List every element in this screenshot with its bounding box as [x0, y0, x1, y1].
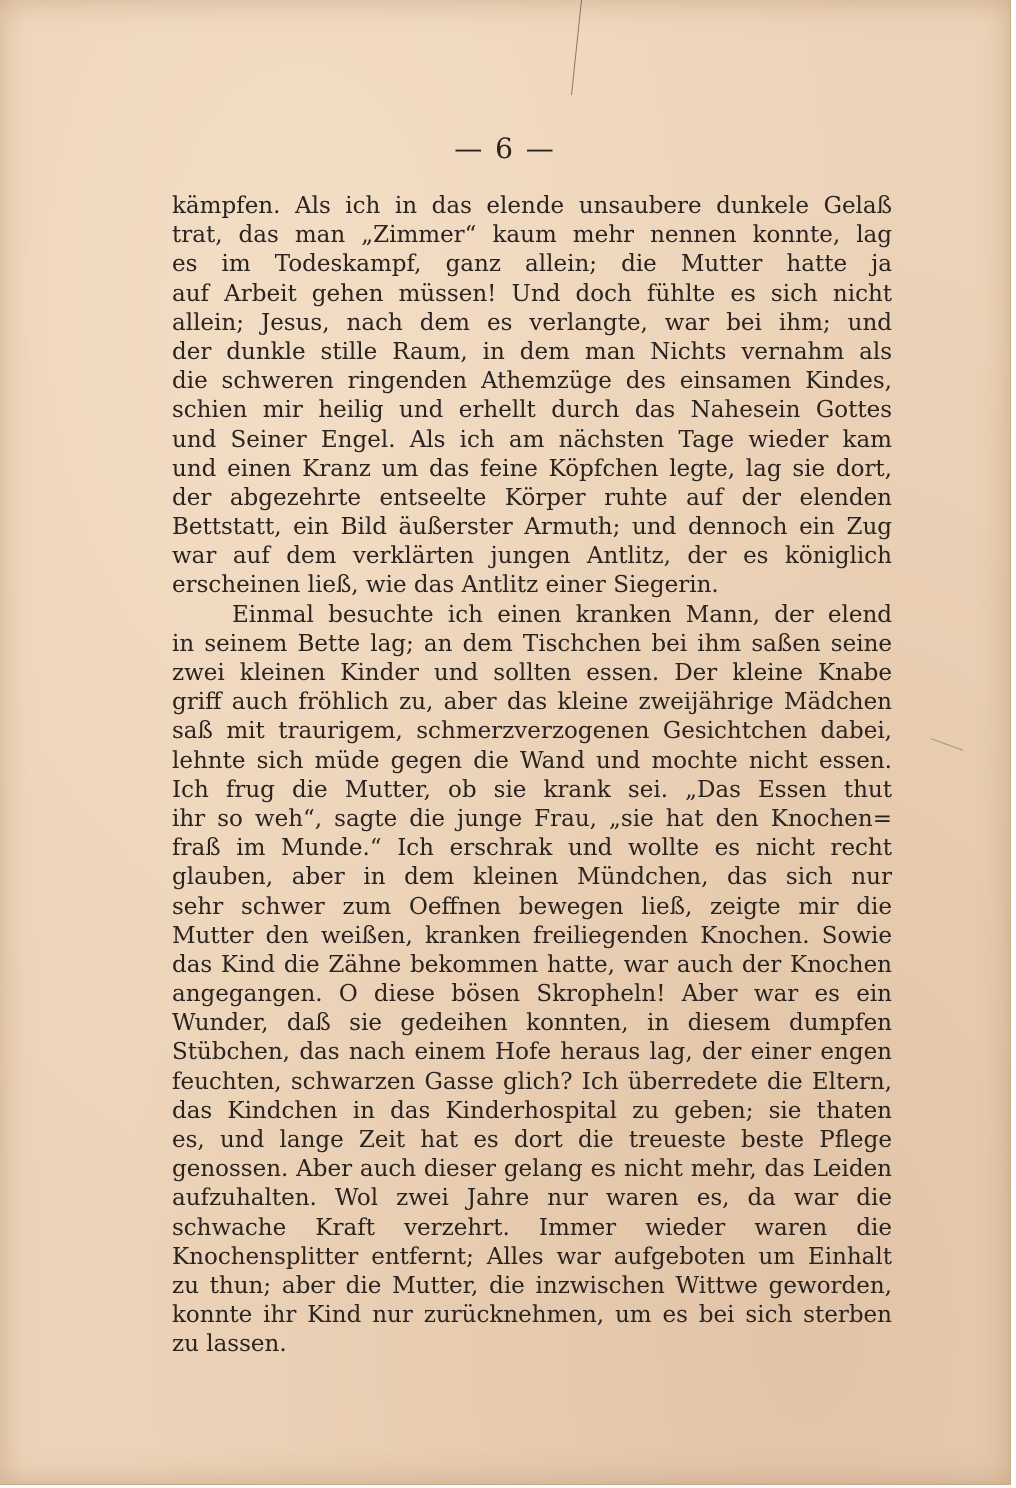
text-line: feuchten, schwarzen Gasse glich? Ich überredete die Eltern,	[172, 1068, 892, 1095]
text-line: der dunkle stille Raum, in dem man Nichts vernahm als	[172, 338, 892, 365]
text-line: schien mir heilig und erhellt durch das Nahesein Gottes	[172, 397, 892, 424]
text-line: ihr so weh“, sagte die junge Frau, „sie hat den Knochen=	[172, 805, 892, 832]
text-line: allein; Jesus, nach dem es verlangte, war bei ihm; und	[172, 309, 892, 336]
paper-mark	[931, 738, 963, 751]
text-line: saß mit traurigem, schmerzverzogenen Gesichtchen dabei,	[172, 718, 892, 745]
text-line: Bettstatt, ein Bild äußerster Armuth; und dennoch ein Zug	[172, 514, 892, 541]
text-line: Ich frug die Mutter, ob sie krank sei. „Das Essen thut	[172, 776, 892, 803]
text-line: auf Arbeit gehen müssen! Und doch fühlte es sich nicht	[172, 280, 892, 307]
text-line: fraß im Munde.“ Ich erschrak und wollte es nicht recht	[172, 835, 892, 862]
paper-crease	[571, 0, 596, 95]
text-line: es, und lange Zeit hat es dort die treueste beste Pflege	[172, 1127, 892, 1153]
paragraph-start-line: Einmal besuchte ich einen kranken Mann, der elend	[232, 601, 892, 628]
text-line: und einen Kranz um das feine Köpfchen legte, lag sie dort,	[172, 455, 892, 482]
text-line: griff auch fröhlich zu, aber das kleine zweijährige Mädchen	[172, 689, 892, 716]
text-line: Stübchen, das nach einem Hofe heraus lag, der einer engen	[172, 1039, 892, 1066]
text-line: trat, das man „Zimmer“ kaum mehr nennen konnte, lag	[172, 222, 892, 249]
text-line: glauben, aber in dem kleinen Mündchen, das sich nur	[172, 864, 892, 891]
text-line: in seinem Bette lag; an dem Tischchen bei ihm saßen seine	[172, 630, 892, 657]
text-line: sehr schwer zum Oeffnen bewegen ließ, zeigte mir die	[172, 893, 892, 920]
text-line: aufzuhalten. Wol zwei Jahre nur waren es, da war die	[172, 1185, 892, 1212]
text-line: zu thun; aber die Mutter, die inzwischen Wittwe geworden,	[172, 1272, 892, 1299]
text-line: schwache Kraft verzehrt. Immer wieder waren die	[172, 1214, 892, 1241]
text-line: Knochensplitter entfernt; Alles war aufgeboten um Einhalt	[172, 1243, 892, 1270]
text-line: war auf dem verklärten jungen Antlitz, der es königlich	[172, 543, 892, 570]
text-line: Wunder, daß sie gedeihen konnten, in diesem dumpfen	[172, 1010, 892, 1037]
text-line: das Kindchen in das Kinderhospital zu geben; sie thaten	[172, 1097, 892, 1124]
text-line: zu lassen.	[172, 1331, 287, 1358]
text-line: der abgezehrte entseelte Körper ruhte auf der elenden	[172, 484, 892, 511]
body-text	[172, 192, 892, 1360]
text-line: kämpfen. Als ich in das elende unsaubere dunkele Gelaß	[172, 193, 892, 219]
text-line: und Seiner Engel. Als ich am nächsten Tage wieder kam	[172, 426, 892, 453]
page-number: — 6 —	[454, 132, 556, 165]
text-line: angegangen. O diese bösen Skropheln! Aber war es ein	[172, 981, 892, 1008]
text-line: konnte ihr Kind nur zurücknehmen, um es bei sich sterben	[172, 1302, 892, 1329]
text-line: die schweren ringenden Athemzüge des einsamen Kindes,	[172, 368, 892, 395]
text-line: zwei kleinen Kinder und sollten essen. Der kleine Knabe	[172, 660, 892, 686]
text-line: genossen. Aber auch dieser gelang es nicht mehr, das Leiden	[172, 1156, 892, 1183]
text-line: lehnte sich müde gegen die Wand und mochte nicht essen.	[172, 747, 892, 774]
text-line: Mutter den weißen, kranken freiliegenden Knochen. Sowie	[172, 922, 892, 949]
text-line: das Kind die Zähne bekommen hatte, war auch der Knochen	[172, 951, 892, 978]
text-line: es im Todeskampf, ganz allein; die Mutter hatte ja	[172, 251, 892, 278]
text-line: erscheinen ließ, wie das Antlitz einer Siegerin.	[172, 572, 719, 599]
